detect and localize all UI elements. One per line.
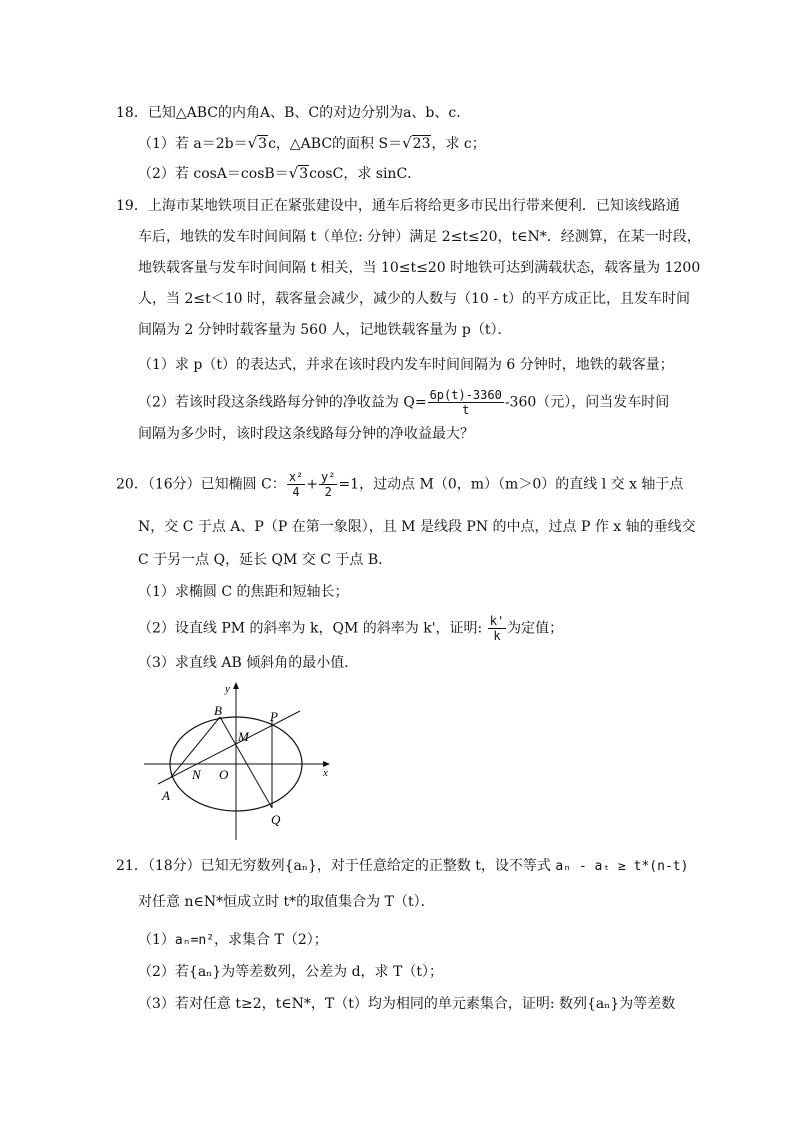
q19-part1: （1）求 p（t）的表达式，并求在该时段内发车时间间隔为 6 分钟时，地铁的载客量； [138, 357, 674, 373]
q18-part2-text-a: （2）若 cosA＝cosB＝ [138, 166, 289, 182]
label-a: A [162, 788, 170, 803]
sqrt-sign: √ [288, 164, 299, 182]
q18-number: 18． [116, 105, 148, 121]
q18-part2-text-b: cosC，求 sinC． [309, 166, 422, 182]
q19-fraction-denominator: t [462, 403, 470, 417]
q21-number: 21． [116, 858, 148, 874]
q21-part3: （3）若对任意 t≥2，t∈N*，T（t）均为相同的单元素集合，证明: 数列{aₙ}为等差数 [138, 996, 676, 1012]
label-q: Q [271, 812, 281, 827]
q20-fraction-y-denominator: 2 [324, 485, 332, 499]
q19-number: 19． [116, 198, 148, 214]
q18-part2-sqrt: 3 [299, 166, 309, 182]
q19-fraction [428, 388, 504, 417]
q19-part2 [138, 388, 669, 417]
q21-part2: （2）若{aₙ}为等差数列，公差为 d，求 T（t）； [138, 964, 443, 980]
q19-part2-cont: 间隔为多少时，该时段这条线路每分钟的净收益最大？ [138, 426, 474, 442]
label-y: y [225, 683, 230, 695]
q18-part2 [138, 163, 421, 184]
q20-text-b: =1，过动点 M（0，m）（m＞0）的直线 l 交 x 轴于点 [338, 476, 684, 493]
q18-part1-text-b: c，△ABC的面积 S＝ [268, 136, 403, 152]
q19-line4: 人，当 2≤t＜10 时，载客量会减少，减少的人数与（10 - t）的平方成正比，且发车时间 [138, 291, 691, 307]
q20-text-a: （16分）已知椭圆 C： [147, 476, 286, 493]
q18-stem-line [116, 103, 470, 123]
q18-part1-sqrt1: 3 [258, 136, 268, 152]
q19-part2-text-b: -360（元），问当发车时间 [504, 394, 670, 411]
q20-part2-text-b: 为定值； [507, 620, 564, 637]
label-n: N [192, 767, 201, 782]
q20-fraction-y-numerator: y² [321, 470, 336, 484]
q19-part2-text-a: （2）若该时段这条线路每分钟的净收益为 Q= [138, 394, 427, 411]
q21-text-a: （18分）已知无穷数列{aₙ}，对于任意给定的正整数 t，设不等式 [147, 858, 556, 874]
line-l [158, 711, 300, 784]
q20-line3: C 于另一点 Q，延长 QM 交 C 于点 B． [138, 552, 393, 568]
q19-text-l1: 上海市某地铁项目正在紧张建设中，通车后将给更多市民出行带来便利．已知该线路通 [147, 198, 680, 214]
q20-line1 [116, 470, 683, 499]
sqrt-sign: √ [247, 134, 258, 152]
plus-sign: + [306, 476, 318, 493]
q18-part1-text-c: ，求 c； [431, 136, 486, 152]
q20-fraction-y [319, 470, 337, 499]
q21-inequality: aₙ - aₜ ≥ t*(n-t) [555, 859, 689, 874]
label-m: M [238, 729, 249, 744]
q20-part2 [138, 614, 563, 643]
q18-stem: 已知△ABC的内角A、B、C的对边分别为a、b、c． [147, 105, 471, 121]
q18-part1-text-a: （1）若 a＝2b＝ [138, 136, 248, 152]
q20-fraction-x-numerator: x² [288, 470, 304, 484]
ellipse-diagram [140, 678, 340, 842]
q21-part1-equation: aₙ=n² [174, 933, 215, 948]
q19-line1 [116, 196, 680, 216]
label-o: O [219, 767, 229, 782]
q20-line2: N，交 C 于点 A、P（P 在第一象限），且 M 是线段 PN 的中点，过点 P 作 x 轴的垂线交 [138, 519, 696, 535]
label-p: P [270, 709, 278, 724]
q20-part3: （3）求直线 AB 倾斜角的最小值． [138, 655, 359, 671]
q20-ratio-numerator: k' [489, 614, 505, 628]
q20-number: 20． [116, 476, 148, 493]
q19-fraction-numerator: 6p(t)-3360 [429, 388, 502, 402]
label-b: B [214, 703, 222, 718]
q19-line5: 间隔为 2 分钟时载客量为 560 人，记地铁载客量为 p（t）． [138, 322, 512, 338]
q21-part1-text-b: ，求集合 T（2）； [214, 932, 328, 948]
q19-line2: 车后，地铁的发车时间间隔 t（单位: 分钟）满足 2≤t≤20，t∈N*．经测算，在某一时段， [138, 229, 701, 245]
q18-part1-sqrt2: 23 [412, 136, 431, 152]
q20-fraction-x-denominator: 4 [292, 485, 300, 499]
q21-line1 [116, 856, 688, 877]
q20-part2-text-a: （2）设直线 PM 的斜率为 k，QM 的斜率为 k'，证明: [138, 620, 487, 637]
q20-part1: （1）求椭圆 C 的焦距和短轴长； [138, 584, 349, 600]
sqrt-sign: √ [402, 134, 412, 152]
q19-line3: 地铁载客量与发车时间间隔 t 相关，当 10≤t≤20 时地铁可达到满载状态，载客量为 1200 [138, 260, 701, 276]
q21-line2: 对任意 n∈N*恒成立时 t*的取值集合为 T（t）． [138, 894, 435, 910]
q18-part1 [138, 133, 486, 154]
y-axis-arrow [233, 682, 239, 689]
q20-ratio-denominator: k [493, 629, 501, 643]
q21-part1-text-a: （1） [138, 932, 175, 948]
q20-ratio-fraction [488, 614, 506, 643]
q20-fraction-x [287, 470, 305, 499]
label-x: x [323, 767, 328, 779]
q21-part1 [138, 930, 328, 951]
